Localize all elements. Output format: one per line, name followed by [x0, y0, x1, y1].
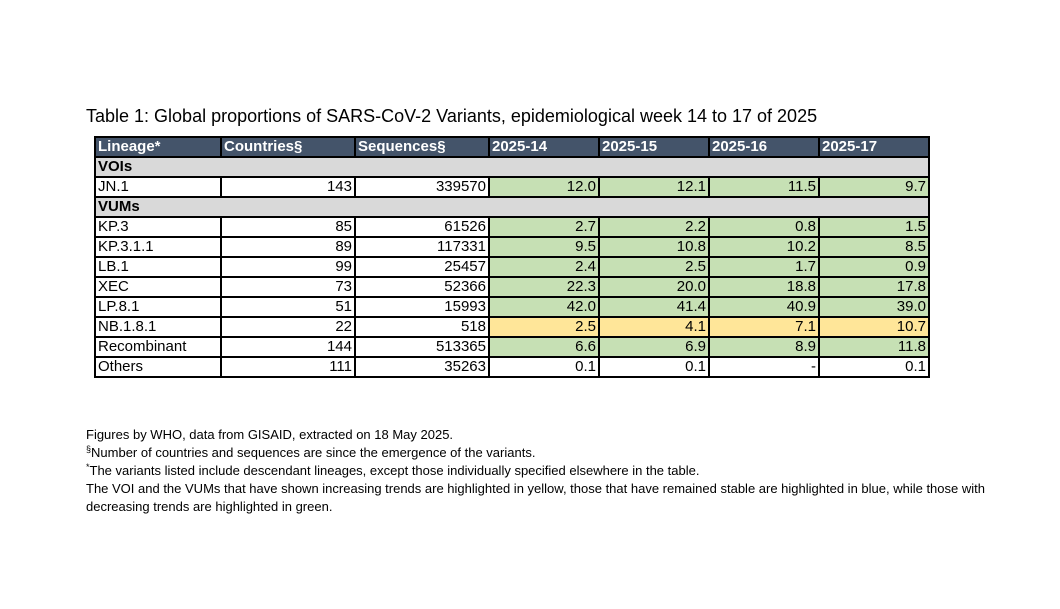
lineage-cell: NB.1.8.1: [95, 317, 221, 337]
week-proportion-cell: 1.5: [819, 217, 929, 237]
asterisk-footnote: [86, 462, 1036, 480]
week-proportion-cell: 17.8: [819, 277, 929, 297]
lineage-cell: Others: [95, 357, 221, 377]
table-row: [95, 237, 929, 257]
section-footnote: [86, 444, 1036, 462]
week-proportion-cell: 39.0: [819, 297, 929, 317]
sequences-cell: 339570: [355, 177, 489, 197]
countries-cell: 143: [221, 177, 355, 197]
column-header-week-15: 2025-15: [599, 137, 709, 157]
column-header-week-17: 2025-17: [819, 137, 929, 157]
table-row: [95, 177, 929, 197]
lineage-cell: LP.8.1: [95, 297, 221, 317]
countries-cell: 22: [221, 317, 355, 337]
column-header-week-16: 2025-16: [709, 137, 819, 157]
week-proportion-cell: 6.6: [489, 337, 599, 357]
table-row: [95, 337, 929, 357]
week-proportion-cell: 0.9: [819, 257, 929, 277]
week-proportion-cell: 9.5: [489, 237, 599, 257]
table-row: [95, 257, 929, 277]
week-proportion-cell: 4.1: [599, 317, 709, 337]
sequences-cell: 52366: [355, 277, 489, 297]
week-proportion-cell: 0.8: [709, 217, 819, 237]
sequences-cell: 117331: [355, 237, 489, 257]
lineage-cell: KP.3: [95, 217, 221, 237]
week-proportion-cell: 1.7: [709, 257, 819, 277]
week-proportion-cell: 10.7: [819, 317, 929, 337]
week-proportion-cell: 12.1: [599, 177, 709, 197]
group-label: VOIs: [95, 157, 929, 177]
week-proportion-cell: 18.8: [709, 277, 819, 297]
countries-cell: 111: [221, 357, 355, 377]
week-proportion-cell: 2.7: [489, 217, 599, 237]
table-row: [95, 297, 929, 317]
table-row: [95, 277, 929, 297]
week-proportion-cell: 0.1: [599, 357, 709, 377]
sequences-cell: 518: [355, 317, 489, 337]
asterisk-mark: *: [86, 462, 90, 472]
countries-cell: 51: [221, 297, 355, 317]
variants-table: [94, 136, 930, 378]
week-proportion-cell: 20.0: [599, 277, 709, 297]
footnotes: [86, 426, 1036, 516]
week-proportion-cell: 2.2: [599, 217, 709, 237]
week-proportion-cell: 22.3: [489, 277, 599, 297]
week-proportion-cell: 8.5: [819, 237, 929, 257]
week-proportion-cell: 42.0: [489, 297, 599, 317]
week-proportion-cell: 10.8: [599, 237, 709, 257]
section-footnote-text: Number of countries and sequences are since the emergence of the variants.: [91, 445, 536, 460]
lineage-cell: LB.1: [95, 257, 221, 277]
week-proportion-cell: -: [709, 357, 819, 377]
column-header-countries: Countries§: [221, 137, 355, 157]
table-row: [95, 357, 929, 377]
table-body: [95, 157, 929, 377]
lineage-cell: Recombinant: [95, 337, 221, 357]
week-proportion-cell: 2.5: [489, 317, 599, 337]
lineage-cell: JN.1: [95, 177, 221, 197]
week-proportion-cell: 8.9: [709, 337, 819, 357]
table-title: Table 1: Global proportions of SARS-CoV-2 Variants, epidemiological week 14 to 17 of 2025: [86, 106, 818, 126]
sequences-cell: 15993: [355, 297, 489, 317]
sequences-cell: 25457: [355, 257, 489, 277]
countries-cell: 85: [221, 217, 355, 237]
lineage-cell: XEC: [95, 277, 221, 297]
source-note: Figures by WHO, data from GISAID, extracted on 18 May 2025.: [86, 427, 454, 442]
week-proportion-cell: 12.0: [489, 177, 599, 197]
week-proportion-cell: 11.8: [819, 337, 929, 357]
table-header-row: [95, 137, 929, 157]
week-proportion-cell: 41.4: [599, 297, 709, 317]
sequences-cell: 513365: [355, 337, 489, 357]
group-row: [95, 157, 929, 177]
week-proportion-cell: 6.9: [599, 337, 709, 357]
week-proportion-cell: 40.9: [709, 297, 819, 317]
group-row: [95, 197, 929, 217]
lineage-cell: KP.3.1.1: [95, 237, 221, 257]
week-proportion-cell: 2.5: [599, 257, 709, 277]
week-proportion-cell: 11.5: [709, 177, 819, 197]
column-header-lineage: Lineage*: [95, 137, 221, 157]
week-proportion-cell: 9.7: [819, 177, 929, 197]
countries-cell: 73: [221, 277, 355, 297]
sequences-cell: 61526: [355, 217, 489, 237]
week-proportion-cell: 10.2: [709, 237, 819, 257]
countries-cell: 99: [221, 257, 355, 277]
countries-cell: 89: [221, 237, 355, 257]
column-header-sequences: Sequences§: [355, 137, 489, 157]
week-proportion-cell: 0.1: [489, 357, 599, 377]
table-row: [95, 217, 929, 237]
column-header-week-14: 2025-14: [489, 137, 599, 157]
section-mark: §: [86, 444, 92, 454]
sequences-cell: 35263: [355, 357, 489, 377]
week-proportion-cell: 0.1: [819, 357, 929, 377]
group-label: VUMs: [95, 197, 929, 217]
week-proportion-cell: 7.1: [709, 317, 819, 337]
asterisk-footnote-text: The variants listed include descendant lineages, except those individually specified elsewhere in the table.: [89, 463, 700, 478]
week-proportion-cell: 2.4: [489, 257, 599, 277]
highlight-note: The VOI and the VUMs that have shown increasing trends are highlighted in yellow, those that have remained stable are highlighted in blue, while those with decreasing trends are highlighted in green.: [86, 481, 985, 514]
countries-cell: 144: [221, 337, 355, 357]
table-row: [95, 317, 929, 337]
